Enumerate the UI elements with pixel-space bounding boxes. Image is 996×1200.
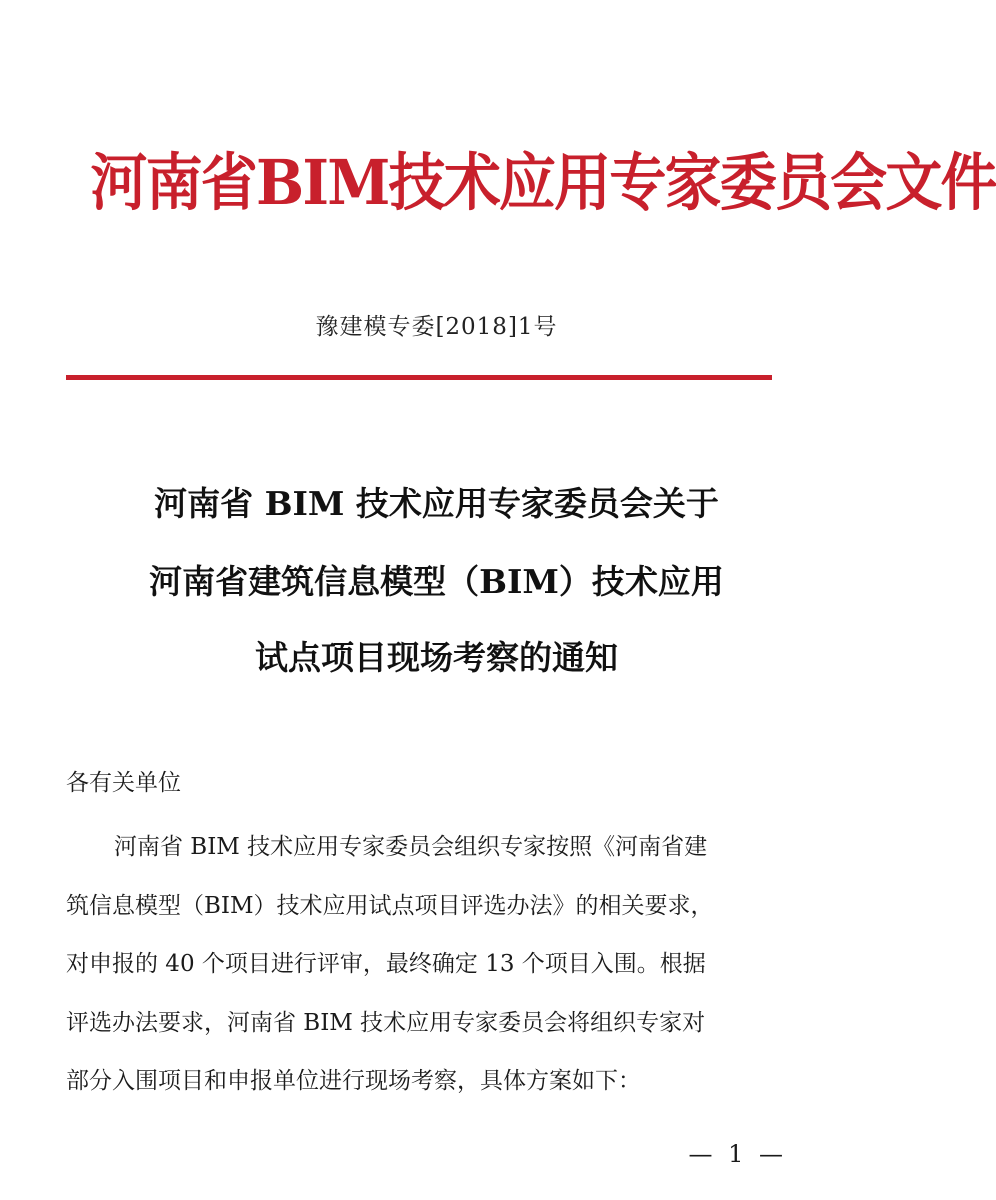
red-divider-line — [66, 375, 772, 380]
body-line: 对申报的 40 个项目进行评审，最终确定 13 个项目入围。根据 — [66, 951, 706, 977]
notice-title-line-3: 试点项目现场考察的通知 — [255, 638, 618, 677]
issuer-red-header: 河南省BIM技术应用专家委员会文件 — [90, 146, 996, 219]
page-number: — 1 — — [688, 1140, 787, 1168]
body-line: 河南省 BIM 技术应用专家委员会组织专家按照《河南省建 — [114, 834, 708, 860]
notice-title-line-1: 河南省 BIM 技术应用专家委员会关于 — [154, 484, 719, 523]
body-line: 筑信息模型（BIM）技术应用试点项目评选办法》的相关要求， — [66, 892, 714, 919]
document-number: 豫建模专委[2018]1号 — [315, 314, 558, 340]
body-paragraph — [66, 818, 786, 1111]
body-line: 部分入围项目和申报单位进行现场考察，具体方案如下： — [66, 1068, 641, 1094]
body-line: 评选办法要求，河南省 BIM 技术应用专家委员会将组织专家对 — [66, 1009, 706, 1036]
notice-title-line-2: 河南省建筑信息模型（BIM）技术应用 — [149, 562, 724, 601]
salutation: 各有关单位 — [66, 770, 181, 796]
